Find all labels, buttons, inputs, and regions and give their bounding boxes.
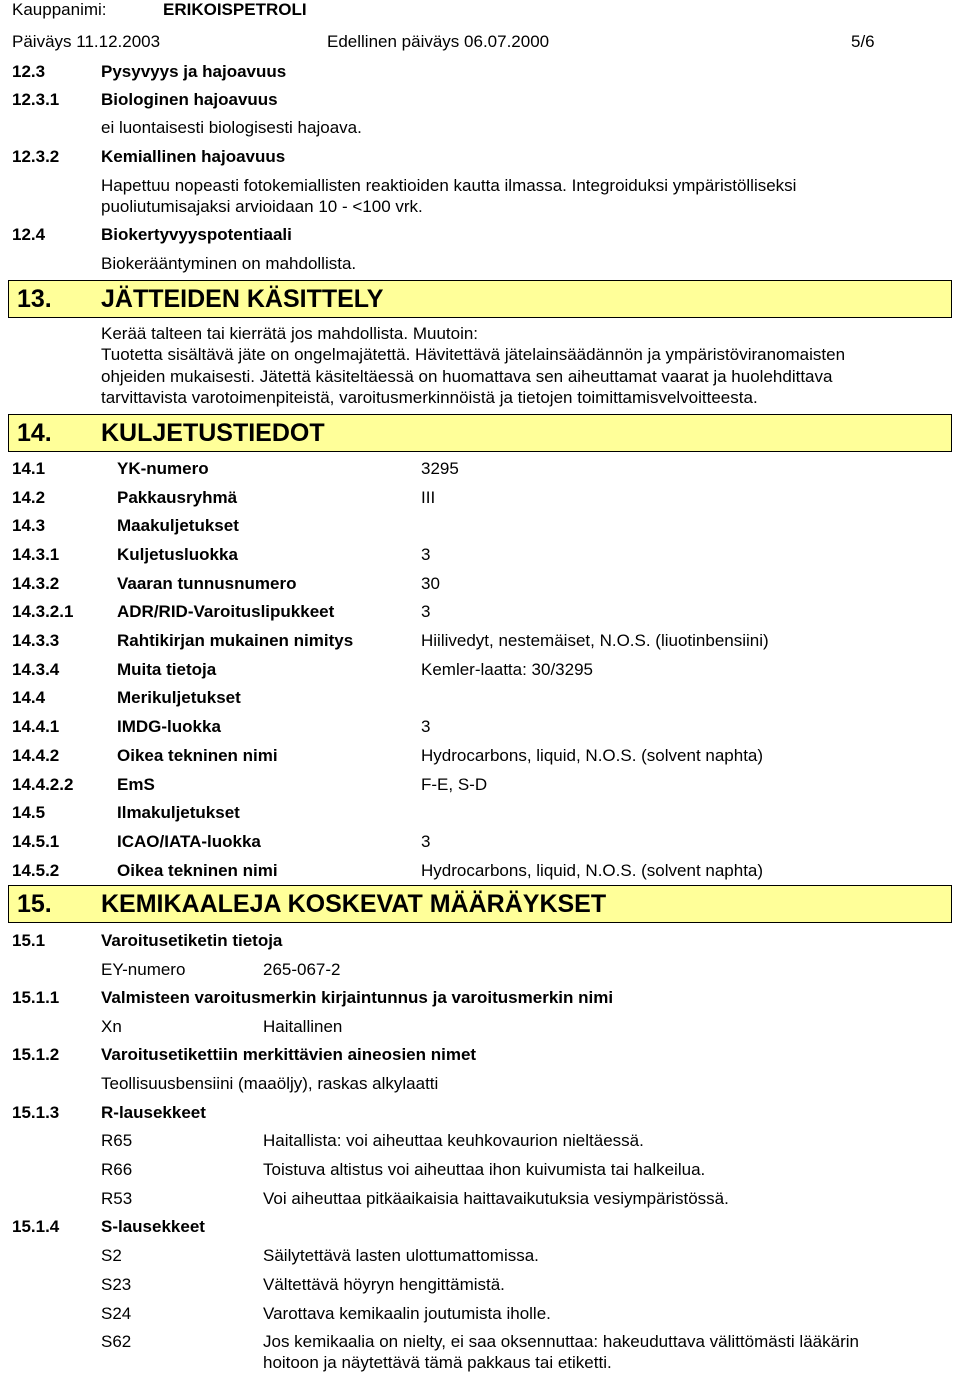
transport-row-value: Hydrocarbons, liquid, N.O.S. (solvent naphta) <box>421 861 764 880</box>
transport-row-value: F-E, S-D <box>421 775 488 794</box>
previous-date-label: Edellinen päiväys 06.07.2000 <box>327 32 550 51</box>
section-num: 15.1.4 <box>12 1217 60 1236</box>
r-phrase-code: R53 <box>101 1189 133 1208</box>
transport-row-number: 14.2 <box>12 488 46 507</box>
section-title: Valmisteen varoitusmerkin kirjaintunnus ja varoitusmerkin nimi <box>101 988 614 1007</box>
r-phrase-code: R66 <box>101 1160 133 1179</box>
transport-row-value: 3 <box>421 832 431 851</box>
section-num: 12.3.1 <box>12 90 60 109</box>
s-phrase-text: Vältettävä höyryn hengittämistä. <box>263 1275 505 1294</box>
transport-row-value: Kemler-laatta: 30/3295 <box>421 660 593 679</box>
transport-row-number: 14.3.2 <box>12 574 60 593</box>
s-phrase-text: Säilytettävä lasten ulottumattomissa. <box>263 1246 539 1265</box>
transport-row-label: Ilmakuljetukset <box>117 803 240 822</box>
section-num: 15.1.3 <box>12 1103 60 1122</box>
s-phrase-code: S23 <box>101 1275 132 1294</box>
transport-row-label: Kuljetusluokka <box>117 545 238 564</box>
hazard-symbol-name: Haitallinen <box>263 1017 343 1036</box>
transport-row-value: III <box>421 488 436 507</box>
waste-text: Kerää talteen tai kierrätä jos mahdollista. Muutoin: <box>101 324 479 343</box>
r-phrase-text: Haitallista: voi aiheuttaa keuhkovaurion nieltäessä. <box>263 1131 644 1150</box>
hazard-symbol-code: Xn <box>101 1017 122 1036</box>
trade-name: ERIKOISPETROLI <box>163 0 307 19</box>
transport-row-label: Rahtikirjan mukainen nimitys <box>117 631 354 650</box>
trade-name-label: Kauppanimi: <box>12 0 107 19</box>
date-label: Päiväys 11.12.2003 <box>12 32 161 51</box>
section-num: 12.3.2 <box>12 147 60 166</box>
section-14-band <box>8 414 952 452</box>
s-phrase-code: S24 <box>101 1304 132 1323</box>
section-14-number: 14. <box>17 419 52 447</box>
transport-row-label: ICAO/IATA-luokka <box>117 832 261 851</box>
transport-row-label: Oikea tekninen nimi <box>117 746 278 765</box>
transport-row-label: Merikuljetukset <box>117 688 241 707</box>
section-13-band <box>8 280 952 318</box>
section-num: 12.3 <box>12 62 46 81</box>
transport-row-number: 14.5.2 <box>12 861 60 880</box>
transport-row-label: YK-numero <box>117 459 209 478</box>
s-phrase-text: Jos kemikaalia on nielty, ei saa oksennuttaa: hakeuduttava välittömästi lääkärin <box>263 1332 859 1351</box>
section-title: Varoitusetikettiin merkittävien aineosien nimet <box>101 1045 477 1064</box>
transport-row-number: 14.3.4 <box>12 660 60 679</box>
transport-row-label: Vaaran tunnusnumero <box>117 574 297 593</box>
section-15-band <box>8 885 952 923</box>
transport-row-number: 14.4 <box>12 688 46 707</box>
section-num: 15.1.2 <box>12 1045 60 1064</box>
ey-number-value: 265-067-2 <box>263 960 341 979</box>
section-text: ei luontaisesti biologisesti hajoava. <box>101 118 362 137</box>
transport-row-value: 3295 <box>421 459 459 478</box>
section-15-title: KEMIKAALEJA KOSKEVAT MÄÄRÄYKSET <box>101 890 607 918</box>
transport-row-number: 14.5.1 <box>12 832 60 851</box>
section-text: Teollisuusbensiini (maaöljy), raskas alkylaatti <box>101 1074 439 1093</box>
section-title: Varoitusetiketin tietoja <box>101 931 283 950</box>
section-title: S-lausekkeet <box>101 1217 205 1236</box>
transport-row-number: 14.3.2.1 <box>12 602 74 621</box>
transport-row-label: IMDG-luokka <box>117 717 221 736</box>
section-15-number: 15. <box>17 890 52 918</box>
section-num: 12.4 <box>12 225 46 244</box>
transport-row-value: Hiilivedyt, nestemäiset, N.O.S. (liuotinbensiini) <box>421 631 769 650</box>
section-title: Kemiallinen hajoavuus <box>101 147 286 166</box>
transport-row-value: 3 <box>421 545 431 564</box>
transport-row-label: EmS <box>117 775 155 794</box>
transport-row-value: 3 <box>421 717 431 736</box>
transport-row-number: 14.5 <box>12 803 46 822</box>
transport-row-label: Oikea tekninen nimi <box>117 861 278 880</box>
section-text: Hapettuu nopeasti fotokemiallisten reaktioiden kautta ilmassa. Integroiduksi ympäristölliseksi <box>101 176 797 195</box>
waste-text: ohjeiden mukaisesti. Jätettä käsiteltäessä on huomattava sen aiheuttamat vaarat ja huolehdittava <box>101 367 833 386</box>
transport-row-number: 14.4.1 <box>12 717 60 736</box>
transport-row-value: Hydrocarbons, liquid, N.O.S. (solvent naphta) <box>421 746 764 765</box>
r-phrase-text: Toistuva altistus voi aiheuttaa ihon kuivumista tai halkeilua. <box>263 1160 706 1179</box>
transport-row-value: 3 <box>421 602 431 621</box>
section-title: R-lausekkeet <box>101 1103 206 1122</box>
ey-number-label: EY-numero <box>101 960 186 979</box>
section-13-number: 13. <box>17 285 52 313</box>
transport-row-number: 14.3 <box>12 516 46 535</box>
s-phrase-text: Varottava kemikaalin joutumista iholle. <box>263 1304 551 1323</box>
section-num: 15.1.1 <box>12 988 60 1007</box>
r-phrase-text: Voi aiheuttaa pitkäaikaisia haittavaikutuksia vesiympäristössä. <box>263 1189 729 1208</box>
transport-row-number: 14.4.2 <box>12 746 60 765</box>
waste-text: Tuotetta sisältävä jäte on ongelmajätettä. Hävitettävä jätelainsäädännön ja ympäristöviranomaisten <box>101 345 846 364</box>
transport-row-label: Pakkausryhmä <box>117 488 238 507</box>
transport-row-value: 30 <box>421 574 440 593</box>
transport-row-number: 14.3.1 <box>12 545 60 564</box>
transport-row-label: ADR/RID-Varoituslipukkeet <box>117 602 335 621</box>
section-title: Biokertyvyyspotentiaali <box>101 225 292 244</box>
section-14-title: KULJETUSTIEDOT <box>101 419 325 447</box>
s-phrase-code: S2 <box>101 1246 122 1265</box>
section-title: Pysyvyys ja hajoavuus <box>101 62 287 81</box>
transport-row-label: Maakuljetukset <box>117 516 239 535</box>
s-phrase-code: S62 <box>101 1332 132 1351</box>
transport-row-number: 14.1 <box>12 459 46 478</box>
transport-row-label: Muita tietoja <box>117 660 217 679</box>
transport-row-number: 14.3.3 <box>12 631 60 650</box>
transport-row-number: 14.4.2.2 <box>12 775 74 794</box>
section-text: Biokerääntyminen on mahdollista. <box>101 254 357 273</box>
waste-text: tarvittavista varotoimenpiteistä, varoitusmerkinnöistä ja tietojen toimittamisvelvoitteesta. <box>101 388 758 407</box>
section-text: puoliutumisajaksi arvioidaan 10 - <100 vrk. <box>101 197 423 216</box>
section-num: 15.1 <box>12 931 46 950</box>
section-title: Biologinen hajoavuus <box>101 90 278 109</box>
s-phrase-text-continuation: hoitoon ja näytettävä tämä pakkaus tai etiketti. <box>263 1353 612 1372</box>
page-number: 5/6 <box>851 32 875 51</box>
r-phrase-code: R65 <box>101 1131 133 1150</box>
section-13-title: JÄTTEIDEN KÄSITTELY <box>101 285 384 313</box>
